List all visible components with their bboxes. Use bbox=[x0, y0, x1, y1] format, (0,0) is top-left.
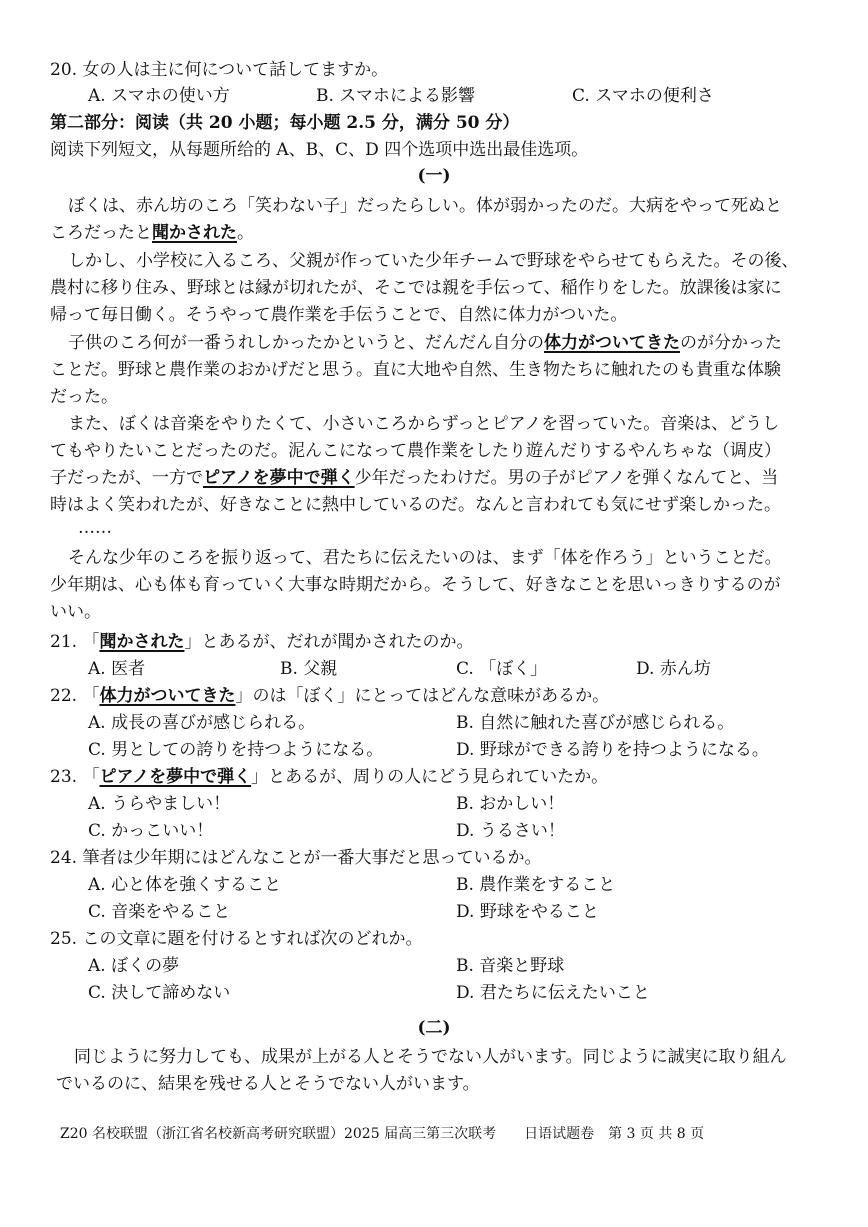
q23-option-d: D. うるさい！ bbox=[456, 821, 565, 841]
underline-tairyoku: 体力がついてきた bbox=[544, 333, 680, 353]
p5-line3: いい。 bbox=[50, 602, 101, 622]
q23-options-row2 bbox=[88, 819, 828, 843]
q22-option-c: C. 男としての誇りを持つようになる。 bbox=[88, 740, 384, 760]
q21-option-a: A. 医者 bbox=[88, 659, 146, 679]
q24-options-row2 bbox=[88, 900, 828, 924]
p4-line3: 子だったが、一方でピアノを夢中で弾く少年だったわけだ。男の子がピアノを弾くなんてと、当 bbox=[50, 468, 779, 488]
q24-option-b: B. 農作業をすること bbox=[456, 875, 616, 895]
q20-option-b: B. スマホによる影響 bbox=[316, 86, 475, 106]
q25-options-row1 bbox=[88, 954, 828, 978]
q24-option-a: A. 心と体を強くすること bbox=[88, 875, 282, 895]
q23-options-row1 bbox=[88, 792, 828, 816]
ellipsis: …… bbox=[78, 518, 112, 538]
passage2-title: (二) bbox=[417, 1018, 451, 1038]
q22-options-row1 bbox=[88, 711, 828, 735]
q21-option-d: D. 赤ん坊 bbox=[636, 659, 711, 679]
q20-stem: 20. 女の人は主に何について話してますか。 bbox=[50, 60, 389, 80]
p2-line3: 帰って毎日働く。そうやって農作業を手伝うことで、自然に体力がついた。 bbox=[50, 305, 628, 325]
q21-stem: 21. 「聞かされた」とあるが、だれが聞かされたのか。 bbox=[50, 632, 474, 652]
passage2-line1: 同じように努力しても、成果が上がる人とそうでない人がいます。同じように誠実に取り組ん bbox=[74, 1047, 787, 1067]
q25-option-b: B. 音楽と野球 bbox=[456, 956, 565, 976]
p3-line3: だった。 bbox=[50, 387, 118, 407]
q21-option-b: B. 父親 bbox=[280, 659, 338, 679]
q25-option-d: D. 君たちに伝えたいこと bbox=[456, 983, 650, 1003]
q23-option-a: A. うらやましい！ bbox=[88, 794, 231, 814]
q20-option-c: C. スマホの便利さ bbox=[572, 86, 714, 106]
p2-line2: 農村に移り住み、野球とは縁が切れたが、そこでは親を手伝って、稲作りをした。放課後は家に bbox=[50, 278, 782, 298]
page-footer: Z20 名校联盟（浙江省名校新高考研究联盟）2025 届高三第三次联考 日语试题卷 第 3 页 共 8 页 bbox=[60, 1126, 705, 1142]
q24-option-d: D. 野球をやること bbox=[456, 902, 599, 922]
q20-options bbox=[88, 84, 848, 108]
p1-line1: ぼくは、赤ん坊のころ「笑わない子」だったらしい。体が弱かったのだ。大病をやって死ぬと bbox=[68, 196, 782, 216]
p3-line1: 子供のころ何が一番うれしかったかというと、だんだん自分の体力がついてきたのが分かった bbox=[68, 333, 782, 353]
part2-instruction: 阅读下列短文，从每题所给的 A、B、C、D 四个选项中选出最佳选项。 bbox=[50, 140, 589, 160]
q20-option-a: A. スマホの使い方 bbox=[88, 86, 230, 106]
p3-line2: ことだ。野球と農作業のおかげだと思う。直に大地や自然、生き物たちに触れたのも貴重な体験 bbox=[50, 360, 781, 380]
q24-stem: 24. 筆者は少年期にはどんなことが一番大事だと思っているか。 bbox=[50, 848, 542, 868]
underline-piano: ピアノを夢中で弾く bbox=[203, 468, 355, 488]
passage1-title: (一) bbox=[417, 166, 451, 186]
p1-line2: ころだったと聞かされた。 bbox=[50, 223, 254, 243]
p5-line2: 少年期は、心も体も育っていく大事な時期だから。そうして、好きなことを思いっきりするのが bbox=[50, 575, 781, 595]
q25-options-row2 bbox=[88, 981, 828, 1005]
q25-option-c: C. 決して諦めない bbox=[88, 983, 231, 1003]
q24-option-c: C. 音楽をやること bbox=[88, 902, 231, 922]
p4-line4: 時はよく笑われたが、好きなことに熱中しているのだ。なんと言われても気にせず楽しかった。 bbox=[50, 495, 781, 515]
q25-stem: 25. この文章に題を付けるとすれば次のどれか。 bbox=[50, 929, 423, 949]
part2-heading: 第二部分：阅读（共 20 小题；每小题 2.5 分，满分 50 分） bbox=[50, 113, 520, 133]
q22-options-row2 bbox=[88, 738, 828, 762]
q22-option-d: D. 野球ができる誇りを持つようになる。 bbox=[456, 740, 769, 760]
p4-line2: てもやりたいことだったのだ。泥んこになって農作業をしたり遊んだりするやんちゃな（调皮） bbox=[50, 441, 781, 461]
q23-stem: 23. 「ピアノを夢中で弾く」とあるが、周りの人にどう見られていたか。 bbox=[50, 767, 609, 787]
passage2-line2: でいるのに、結果を残せる人とそうでない人がいます。 bbox=[56, 1074, 480, 1094]
p2-line1: しかし、小学校に入るころ、父親が作っていた少年チームで野球をやらせてもらえた。その後、 bbox=[68, 251, 799, 271]
q25-option-a: A. ぼくの夢 bbox=[88, 956, 180, 976]
q23-option-c: C. かっこいい！ bbox=[88, 821, 214, 841]
q23-option-b: B. おかしい！ bbox=[456, 794, 565, 814]
q21-options bbox=[88, 657, 828, 681]
q24-options-row1 bbox=[88, 873, 828, 897]
p5-line1: そんな少年のころを振り返って、君たちに伝えたいのは、まず「体を作ろう」ということだ。 bbox=[68, 548, 782, 568]
underline-kikasareta: 聞かされた bbox=[152, 223, 237, 243]
q22-option-a: A. 成長の喜びが感じられる。 bbox=[88, 713, 316, 733]
q22-option-b: B. 自然に触れた喜びが感じられる。 bbox=[456, 713, 735, 733]
q21-option-c: C. 「ぼく」 bbox=[456, 659, 548, 679]
q22-stem: 22. 「体力がついてきた」のは「ぼく」にとってはどんな意味があるか。 bbox=[50, 686, 610, 706]
p4-line1: また、ぼくは音楽をやりたくて、小さいころからずっとピアノを習っていた。音楽は、どうし bbox=[68, 414, 780, 434]
